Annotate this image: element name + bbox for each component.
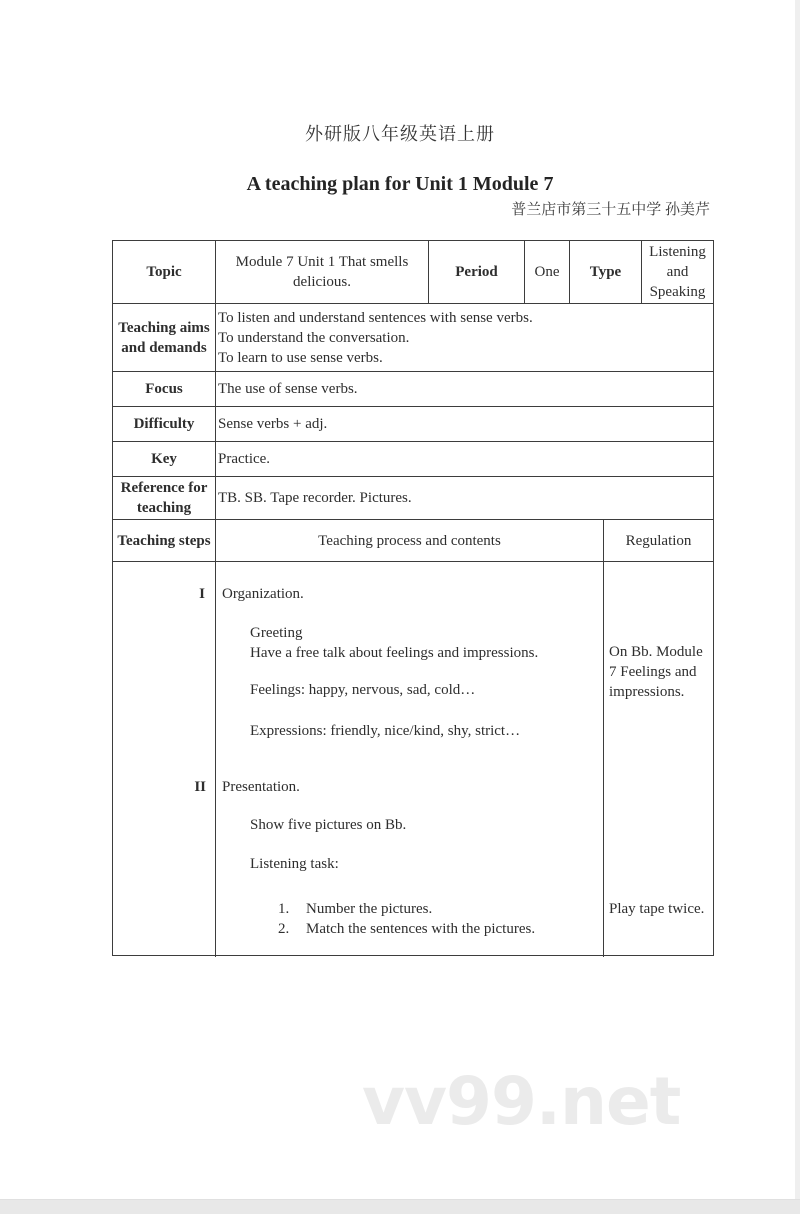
focus-label: Focus bbox=[145, 381, 183, 397]
table-row-aims bbox=[113, 303, 713, 371]
free-talk-line: Have a free talk about feelings and impressions. bbox=[250, 645, 539, 661]
regulation-header: Regulation bbox=[603, 520, 713, 561]
topic-value: Module 7 Unit 1 That smells delicious. bbox=[215, 241, 428, 303]
page-title: A teaching plan for Unit 1 Module 7 bbox=[246, 173, 554, 195]
table-row-body bbox=[113, 561, 713, 957]
topic-label: Topic bbox=[146, 264, 182, 280]
table-row-topic bbox=[113, 241, 713, 303]
greeting-block bbox=[250, 623, 538, 663]
key-label: Key bbox=[151, 451, 177, 467]
aims-line: To listen and understand sentences with sense verbs. bbox=[218, 309, 533, 326]
regulation-column bbox=[603, 562, 713, 957]
scan-edge-right bbox=[795, 0, 800, 1214]
table-row-focus bbox=[113, 371, 713, 406]
difficulty-label: Difficulty bbox=[133, 416, 195, 432]
author-line: 普兰店市第三十五中学 孙美芹 bbox=[511, 202, 710, 218]
expressions-line: Expressions: friendly, nice/kind, shy, strict… bbox=[250, 723, 521, 739]
aims-content bbox=[215, 304, 713, 371]
table-row-steps-header bbox=[113, 519, 713, 561]
task-list bbox=[278, 899, 535, 939]
aims-line: To understand the conversation. bbox=[218, 329, 410, 346]
type-label: Type bbox=[569, 241, 641, 303]
series-title: 外研版八年级英语上册 bbox=[305, 124, 495, 144]
task-number: 2. bbox=[278, 921, 290, 937]
key-content: Practice. bbox=[215, 442, 713, 476]
site-watermark: vv99.net bbox=[362, 1063, 681, 1140]
show-pictures-line: Show five pictures on Bb. bbox=[250, 817, 407, 833]
task-text: Number the pictures. bbox=[306, 901, 433, 917]
difficulty-content: Sense verbs + adj. bbox=[215, 407, 713, 441]
process-header: Teaching process and contents bbox=[215, 520, 603, 561]
focus-content: The use of sense verbs. bbox=[215, 372, 713, 406]
reference-label: Reference for teaching bbox=[120, 480, 208, 516]
step2-numeral: II bbox=[194, 779, 206, 795]
aims-line: To learn to use sense verbs. bbox=[218, 349, 383, 366]
scan-edge-bottom bbox=[0, 1199, 800, 1214]
period-label: Period bbox=[428, 241, 524, 303]
period-value: One bbox=[524, 241, 569, 303]
type-value: Listening and Speaking bbox=[641, 241, 713, 303]
table-row-reference bbox=[113, 476, 713, 519]
teaching-plan-table bbox=[112, 240, 714, 956]
greeting-line: Greeting bbox=[250, 625, 303, 641]
steps-label: Teaching steps bbox=[117, 532, 211, 549]
step-numerals-column bbox=[113, 562, 215, 957]
task-text: Match the sentences with the pictures. bbox=[306, 921, 536, 937]
table-row-key bbox=[113, 441, 713, 476]
process-content-column bbox=[215, 562, 603, 957]
listening-task-line: Listening task: bbox=[250, 856, 339, 872]
regulation-note-1: On Bb. Module 7 Feelings and impressions. bbox=[609, 644, 703, 700]
regulation-note-2: Play tape twice. bbox=[609, 901, 705, 917]
task-item bbox=[278, 899, 535, 919]
step1-title: Organization. bbox=[222, 586, 304, 602]
table-row-difficulty bbox=[113, 406, 713, 441]
feelings-line: Feelings: happy, nervous, sad, cold… bbox=[250, 682, 476, 698]
task-number: 1. bbox=[278, 901, 290, 917]
step1-numeral: I bbox=[199, 586, 205, 602]
task-item bbox=[278, 919, 535, 939]
aims-label: Teaching aims and demands bbox=[118, 319, 210, 356]
reference-content: TB. SB. Tape recorder. Pictures. bbox=[215, 477, 713, 519]
step2-title: Presentation. bbox=[222, 779, 300, 795]
